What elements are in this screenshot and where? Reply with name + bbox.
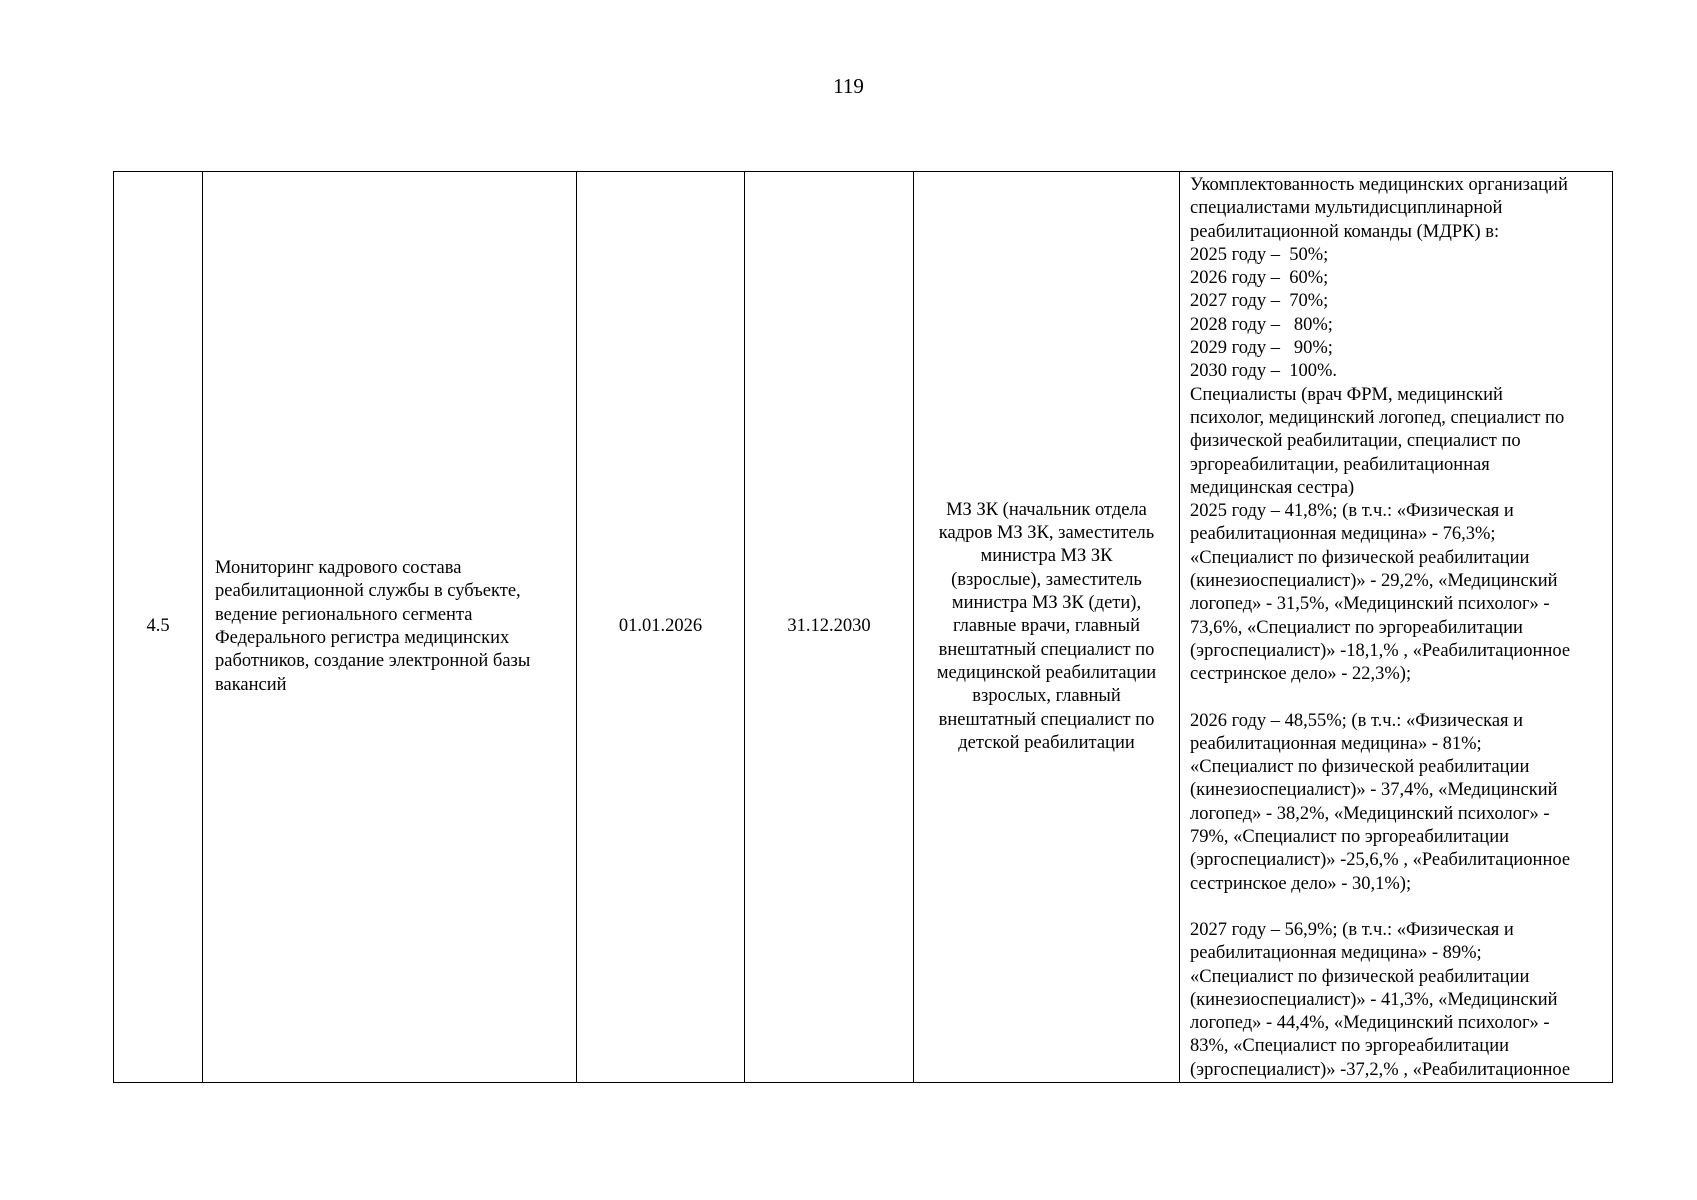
description-line: реабилитационной службы в субъекте, (215, 581, 521, 602)
result-line: 73,6%, «Специалист по эргореабилитации (1190, 617, 1523, 638)
result-line: реабилитационная медицина» - 76,3%; (1190, 524, 1496, 545)
expected-result-text (1180, 172, 1612, 1082)
result-line: реабилитационная медицина» - 81%; (1190, 733, 1482, 754)
responsible-line: внештатный специалист по (938, 639, 1155, 660)
result-line: (эргоспециалист)» -25,6,% , «Реабилитационное (1190, 850, 1571, 871)
responsible-line: МЗ ЗК (начальник отдела (946, 499, 1147, 520)
responsible-line: (взрослые), заместитель (951, 569, 1142, 590)
result-line: (кинезиоспециалист)» - 37,4%, «Медицинский (1190, 780, 1558, 801)
result-line: логопед» - 44,4%, «Медицинский психолог» - (1190, 1013, 1550, 1034)
paragraph-gap (1190, 687, 1606, 710)
responsible-line: медицинской реабилитации (936, 662, 1157, 683)
responsible-line: кадров МЗ ЗК, заместитель (938, 523, 1155, 544)
end-date: 31.12.2030 (745, 172, 914, 1083)
result-line: Специалисты (врач ФРМ, медицинский (1190, 384, 1503, 405)
responsible-line: внештатный специалист по (938, 709, 1155, 730)
result-line: 2025 году – 41,8%; (в т.ч.: «Физическая и (1190, 501, 1514, 522)
responsible-executors-text (914, 499, 1179, 755)
result-line: «Специалист по физической реабилитации (1190, 547, 1530, 568)
result-line: 2026 году – 60%; (1190, 268, 1329, 289)
paragraph-gap (1190, 896, 1606, 919)
expected-result (1180, 172, 1613, 1083)
responsible-line: министра МЗ ЗК (дети), (951, 593, 1142, 614)
activity-table (113, 171, 1613, 1083)
activity-description-text (203, 557, 576, 697)
result-line: «Специалист по физической реабилитации (1190, 966, 1530, 987)
description-line: Мониторинг кадрового состава (215, 558, 462, 579)
result-line: специалистами мультидисциплинарной (1190, 198, 1503, 219)
responsible-executors (914, 172, 1180, 1083)
result-line: медицинская сестра) (1190, 477, 1355, 498)
result-line: 2028 году – 80%; (1190, 314, 1333, 335)
result-line: реабилитационная медицина» - 89%; (1190, 943, 1482, 964)
row-number: 4.5 (114, 172, 203, 1083)
responsible-line: главные врачи, главный (953, 616, 1140, 637)
result-line: психолог, медицинский логопед, специалист по (1190, 407, 1565, 428)
responsible-line: министра МЗ ЗК (980, 546, 1113, 567)
result-line: логопед» - 31,5%, «Медицинский психолог» - (1190, 594, 1550, 615)
result-line: 83%, «Специалист по эргореабилитации (1190, 1036, 1509, 1057)
description-line: ведение регионального сегмента (215, 604, 473, 625)
description-line: работников, создание электронной базы (215, 651, 531, 672)
result-line: 2026 году – 48,55%; (в т.ч.: «Физическая и (1190, 710, 1524, 731)
result-line: (кинезиоспециалист)» - 29,2%, «Медицинский (1190, 571, 1558, 592)
result-line: Укомплектованность медицинских организаций (1190, 175, 1568, 195)
result-line: 2025 году – 50%; (1190, 244, 1329, 265)
activity-description (203, 172, 577, 1083)
result-line: (кинезиоспециалист)» - 41,3%, «Медицинский (1190, 989, 1558, 1010)
result-line: эргореабилитации, реабилитационная (1190, 454, 1490, 475)
result-line: (эргоспециалист)» -18,1,% , «Реабилитационное (1190, 640, 1571, 661)
description-line: вакансий (215, 674, 287, 695)
result-line: физической реабилитации, специалист по (1190, 431, 1521, 452)
result-line: (эргоспециалист)» -37,2,% , «Реабилитационное (1190, 1059, 1571, 1080)
result-line: реабилитационной команды (МДРК) в: (1190, 221, 1500, 242)
result-line: 79%, «Специалист по эргореабилитации (1190, 827, 1509, 848)
table-row (114, 172, 1613, 1083)
result-line: 2030 году – 100%. (1190, 361, 1338, 382)
result-line: сестринское дело» - 22,3%); (1190, 664, 1412, 685)
result-line: 2027 году – 70%; (1190, 291, 1329, 312)
responsible-line: детской реабилитации (958, 732, 1135, 753)
description-line: Федерального регистра медицинских (215, 627, 510, 648)
page-number: 119 (833, 74, 864, 98)
responsible-line: взрослых, главный (972, 686, 1121, 707)
start-date: 01.01.2026 (577, 172, 745, 1083)
result-line: сестринское дело» - 30,1%); (1190, 873, 1412, 894)
result-line: «Специалист по физической реабилитации (1190, 757, 1530, 778)
result-line: логопед» - 38,2%, «Медицинский психолог» - (1190, 803, 1550, 824)
result-line: 2027 году – 56,9%; (в т.ч.: «Физическая и (1190, 919, 1514, 940)
result-line: 2029 году – 90%; (1190, 338, 1333, 359)
